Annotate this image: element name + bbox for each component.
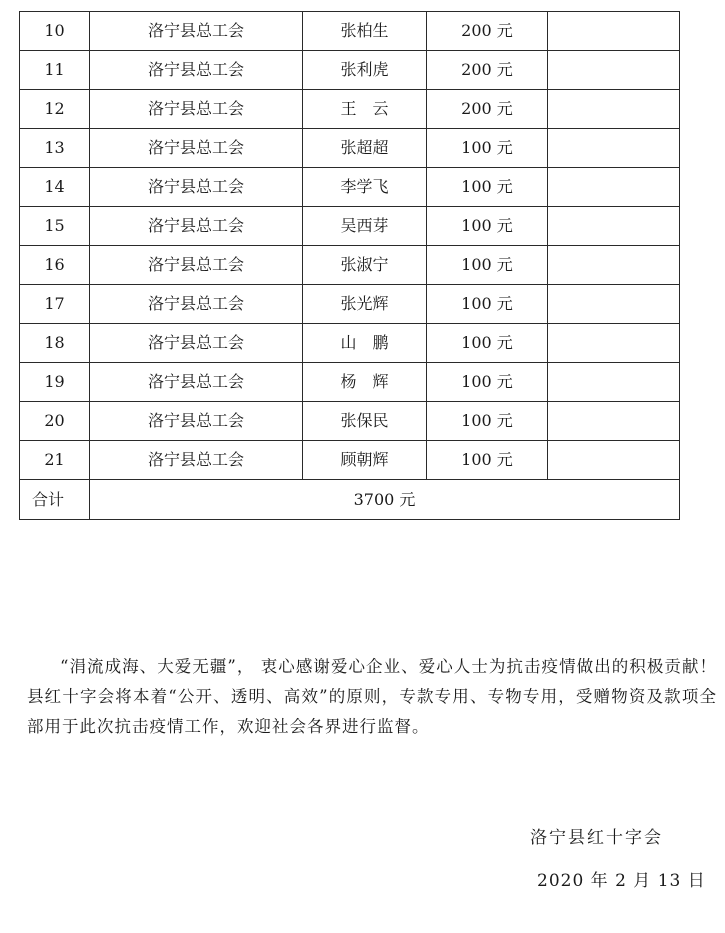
row-number: 12	[20, 90, 90, 129]
remark-cell	[548, 12, 680, 51]
row-number: 17	[20, 285, 90, 324]
donor-organization: 洛宁县总工会	[90, 90, 303, 129]
donor-name: 王 云	[303, 90, 427, 129]
donation-table-body	[20, 12, 680, 520]
donation-amount: 100 元	[427, 324, 548, 363]
thanks-paragraph: “涓流成海、大爱无疆”， 衷心感谢爱心企业、爱心人士为抗击疫情做出的积极贡献！县红十字会将本着“公开、透明、高效”的原则，专款专用、专物专用，受赠物资及款项全部用于此次抗击疫情工作，欢迎社会各界进行监督。	[27, 657, 717, 736]
total-row	[20, 480, 680, 520]
donor-organization: 洛宁县总工会	[90, 129, 303, 168]
donor-name: 杨 辉	[303, 363, 427, 402]
table-row	[20, 363, 680, 402]
remark-cell	[548, 324, 680, 363]
donation-amount: 100 元	[427, 363, 548, 402]
donor-organization: 洛宁县总工会	[90, 324, 303, 363]
table-row	[20, 168, 680, 207]
donor-name: 山 鹏	[303, 324, 427, 363]
donation-amount: 100 元	[427, 285, 548, 324]
donor-name: 张超超	[303, 129, 427, 168]
row-number: 20	[20, 402, 90, 441]
donation-amount: 100 元	[427, 441, 548, 480]
remark-cell	[548, 168, 680, 207]
row-number: 11	[20, 51, 90, 90]
donation-amount: 200 元	[427, 12, 548, 51]
donation-amount: 100 元	[427, 207, 548, 246]
donor-organization: 洛宁县总工会	[90, 51, 303, 90]
donor-name: 张利虎	[303, 51, 427, 90]
total-label: 合计	[20, 480, 90, 520]
remark-cell	[548, 129, 680, 168]
donation-amount: 100 元	[427, 246, 548, 285]
donor-organization: 洛宁县总工会	[90, 207, 303, 246]
donor-name: 张淑宁	[303, 246, 427, 285]
row-number: 14	[20, 168, 90, 207]
donation-amount: 200 元	[427, 90, 548, 129]
donation-table	[19, 11, 680, 520]
remark-cell	[548, 51, 680, 90]
remark-cell	[548, 402, 680, 441]
table-row	[20, 12, 680, 51]
donor-organization: 洛宁县总工会	[90, 12, 303, 51]
table-row	[20, 285, 680, 324]
donor-organization: 洛宁县总工会	[90, 441, 303, 480]
donor-name: 张保民	[303, 402, 427, 441]
remark-cell	[548, 441, 680, 480]
row-number: 16	[20, 246, 90, 285]
table-row	[20, 324, 680, 363]
remark-cell	[548, 207, 680, 246]
donor-organization: 洛宁县总工会	[90, 363, 303, 402]
remark-cell	[548, 285, 680, 324]
row-number: 21	[20, 441, 90, 480]
remark-cell	[548, 363, 680, 402]
table-row	[20, 90, 680, 129]
remark-cell	[548, 90, 680, 129]
donation-amount: 100 元	[427, 168, 548, 207]
table-row	[20, 402, 680, 441]
donor-organization: 洛宁县总工会	[90, 246, 303, 285]
table-row	[20, 207, 680, 246]
row-number: 19	[20, 363, 90, 402]
donor-organization: 洛宁县总工会	[90, 168, 303, 207]
table-row	[20, 441, 680, 480]
table-row	[20, 129, 680, 168]
signature-organization: 洛宁县红十字会	[530, 828, 663, 848]
signature-date: 2020 年 2 月 13 日	[537, 871, 706, 891]
table-row	[20, 51, 680, 90]
total-value: 3700 元	[90, 480, 680, 520]
donor-organization: 洛宁县总工会	[90, 285, 303, 324]
donor-name: 吴西芽	[303, 207, 427, 246]
donor-name: 顾朝辉	[303, 441, 427, 480]
donor-name: 张柏生	[303, 12, 427, 51]
donor-organization: 洛宁县总工会	[90, 402, 303, 441]
donor-name: 张光辉	[303, 285, 427, 324]
donation-amount: 100 元	[427, 129, 548, 168]
table-row	[20, 246, 680, 285]
row-number: 15	[20, 207, 90, 246]
remark-cell	[548, 246, 680, 285]
donation-amount: 100 元	[427, 402, 548, 441]
row-number: 18	[20, 324, 90, 363]
donor-name: 李学飞	[303, 168, 427, 207]
row-number: 13	[20, 129, 90, 168]
row-number: 10	[20, 12, 90, 51]
donation-amount: 200 元	[427, 51, 548, 90]
